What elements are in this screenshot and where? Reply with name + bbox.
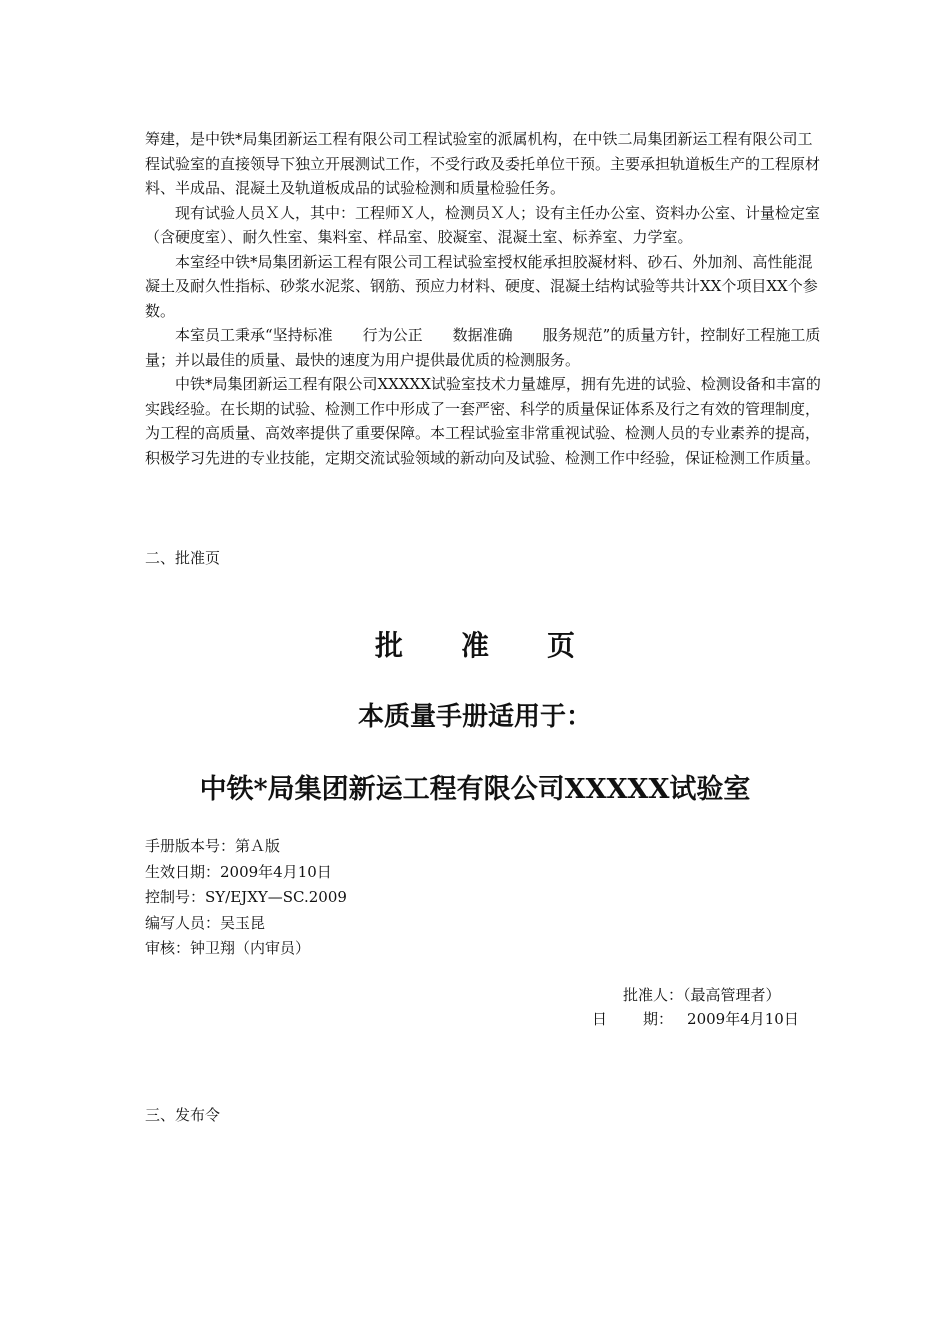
intro-paragraph-2: 现有试验人员Ｘ人，其中：工程师Ｘ人，检测员Ｘ人；设有主任办公室、资料办公室、计量检定室（含硬度室）、耐久性室、集料室、样品室、胶凝室、混凝土室、标养室、力学室。 [145,203,821,246]
approval-date-label-1: 日 [592,1010,608,1028]
reviewer: 审核：钟卫翔（内审员） [145,939,311,957]
intro-paragraph-5: 中铁*局集团新运工程有限公司XXXXX试验室技术力量雄厚，拥有先进的试验、检测设备和丰富的实践经验。在长期的试验、检测工作中形成了一套严密、科学的质量保证体系及行之有效的管理制度，为工程的高质量、高效率提供了重要保障。本工程试验室非常重视试验、检测人员的专业素养的提高，积极学习先进的专业技能，定期交流试验领域的新动向及试验、检测工作中经验，保证检测工作质量。 [145,375,821,467]
control-number: 控制号：SY/EJXY—SC.2009 [145,888,347,906]
manual-version: 手册版本号：第Ａ版 [145,837,281,855]
manual-metadata [145,834,347,962]
approval-title-char-2: 准 [460,629,489,662]
intro-paragraph-4: 本室员工秉承“坚持标准 行为公正 数据准确 服务规范”的质量方针，控制好工程施工质量；并以最佳的质量、最快的速度为用户提供最优质的检测服务。 [145,326,821,369]
effective-date: 生效日期：2009年4月10日 [145,862,332,881]
approval-date-label-2: 期： [643,1010,674,1028]
approver: 批准人：（最高管理者） [623,986,781,1004]
approval-title-char-3: 页 [547,629,576,662]
approval-page-title [0,626,950,666]
approval-title-char-1: 批 [374,629,403,662]
approval-date [592,1007,799,1031]
section-heading-release: 三、发布令 [145,1106,221,1124]
applicability-subtitle: 本质量手册适用于： [357,702,592,732]
intro-text [145,127,825,470]
section-heading-approval: 二、批准页 [145,549,221,567]
organization-title: 中铁*局集团新运工程有限公司XXXXX试验室 [199,774,751,805]
author: 编写人员：吴玉昆 [145,913,266,932]
intro-paragraph-3: 本室经中铁*局集团新运工程有限公司工程试验室授权能承担胶凝材料、砂石、外加剂、高性能混凝土及耐久性指标、砂浆水泥浆、钢筋、预应力材料、硬度、混凝土结构试验等共计XX个项目XX个参数。 [145,252,818,320]
approval-date-value: 2009年4月10日 [687,1010,799,1028]
intro-paragraph-1: 筹建，是中铁*局集团新运工程有限公司工程试验室的派属机构，在中铁二局集团新运工程有限公司工程试验室的直接领导下独立开展测试工作，不受行政及委托单位干预。主要承担轨道板生产的工程原材料、半成品、混凝土及轨道板成品的试验检测和质量检验任务。 [145,130,821,197]
